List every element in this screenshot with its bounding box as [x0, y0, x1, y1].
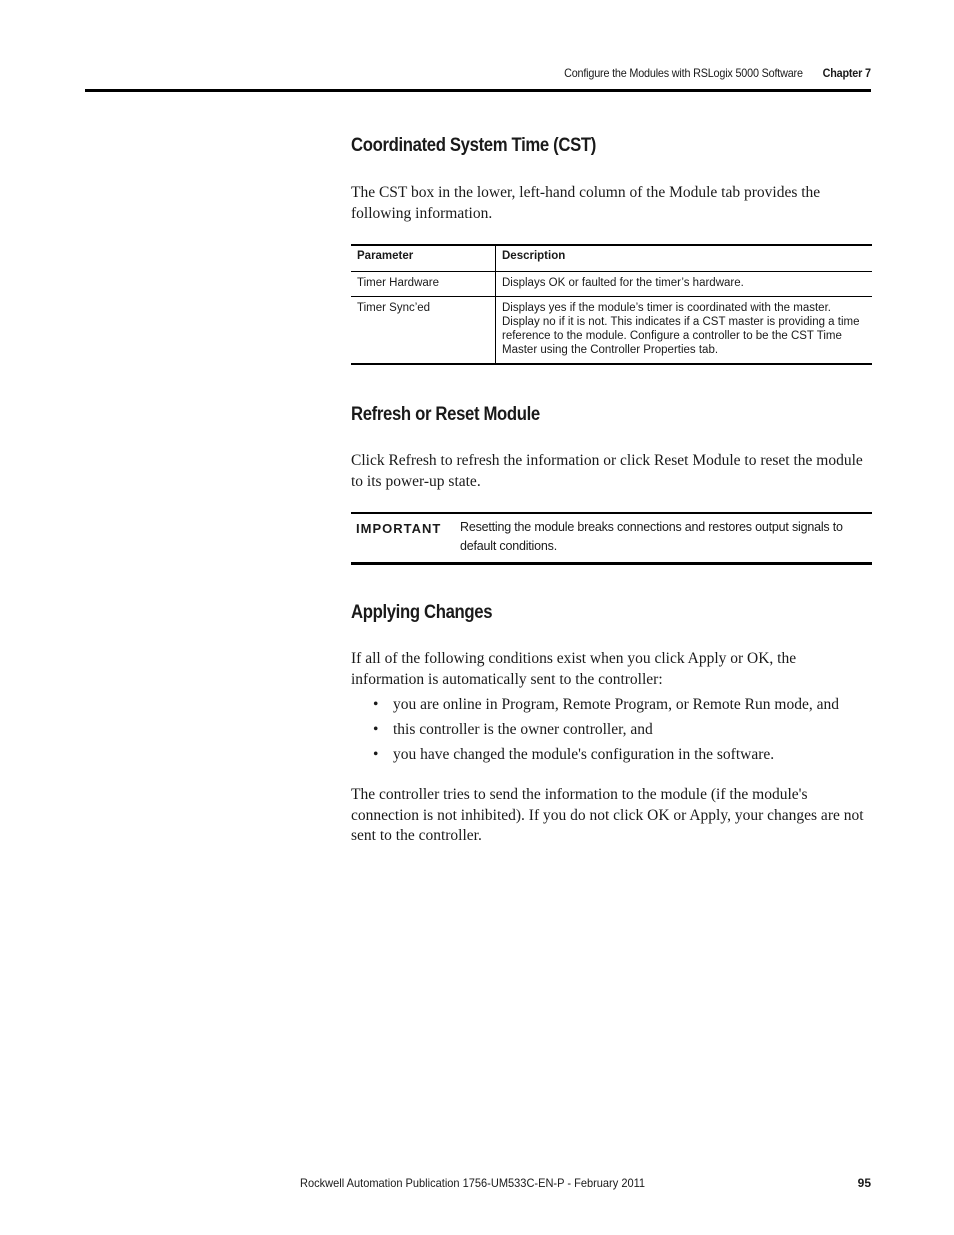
- refresh-paragraph: Click Refresh to refresh the information or click Reset Module to reset the module to its power-up state.: [351, 452, 863, 490]
- running-title: Configure the Modules with RSLogix 5000 Software: [564, 66, 803, 80]
- list-item-text: you are online in Program, Remote Program, or Remote Run mode, and: [393, 696, 839, 713]
- header-rule: [85, 89, 871, 92]
- cst-parameter-table: [351, 244, 872, 365]
- conditions-list: [351, 692, 872, 767]
- table-cell-parameter: Timer Hardware: [351, 272, 496, 297]
- cst-intro-block: [351, 183, 872, 224]
- table-row: [351, 297, 872, 365]
- refresh-body-block: [351, 451, 872, 492]
- bullet-icon: •: [373, 696, 379, 713]
- important-label: IMPORTANT: [356, 521, 442, 536]
- bullet-icon: •: [373, 721, 379, 738]
- section-heading-apply: Applying Changes: [351, 602, 493, 623]
- table-cell-description: Displays OK or faulted for the timer’s hardware.: [502, 277, 744, 289]
- list-item: [351, 742, 872, 767]
- apply-closing-paragraph: The controller tries to send the information to the module (if the module's connection is not inhibited). If you do not click OK or Apply, your changes are not sent to the controller.: [351, 786, 864, 844]
- chapter-label: Chapter 7: [822, 66, 871, 80]
- cst-intro-paragraph: The CST box in the lower, left-hand column of the Module tab provides the following information.: [351, 184, 821, 222]
- table-row: [351, 272, 872, 297]
- important-text: Resetting the module breaks connections and restores output signals to default conditions.: [460, 520, 843, 553]
- section-refresh: [351, 404, 872, 426]
- apply-bullets-block: [351, 692, 872, 767]
- section-heading-refresh: Refresh or Reset Module: [351, 404, 540, 425]
- table-cell-description: Displays yes if the module’s timer is coordinated with the master. Display no if it is not. This indicates if a CST master is providing a time reference to the module. Configure a controller to be the CST Time Master using the Controller Properties tab.: [502, 302, 860, 356]
- table-header-description: Description: [502, 250, 566, 262]
- apply-intro-paragraph: If all of the following conditions exist when you click Apply or OK, the information is automatically sent to the controller:: [351, 650, 797, 688]
- apply-closing-block: [351, 785, 872, 847]
- list-item-text: this controller is the owner controller, and: [393, 721, 653, 738]
- list-item: [351, 717, 872, 742]
- apply-intro-block: [351, 649, 872, 690]
- important-block: [351, 512, 872, 565]
- section-apply: [351, 602, 872, 624]
- table-header-row: [351, 245, 872, 272]
- footer-publication: Rockwell Automation Publication 1756-UM533C-EN-P - February 2011: [300, 1176, 646, 1190]
- page-number: 95: [857, 1176, 871, 1190]
- section-heading-cst: Coordinated System Time (CST): [351, 135, 596, 156]
- running-header: [564, 66, 871, 80]
- list-item: [351, 692, 872, 717]
- cst-table-block: [351, 244, 872, 365]
- section-cst: [351, 135, 872, 157]
- table-cell-parameter: Timer Sync’ed: [351, 297, 496, 365]
- important-callout: [351, 512, 872, 565]
- bullet-icon: •: [373, 746, 379, 763]
- list-item-text: you have changed the module's configuration in the software.: [393, 746, 775, 763]
- table-header-parameter: Parameter: [351, 245, 496, 272]
